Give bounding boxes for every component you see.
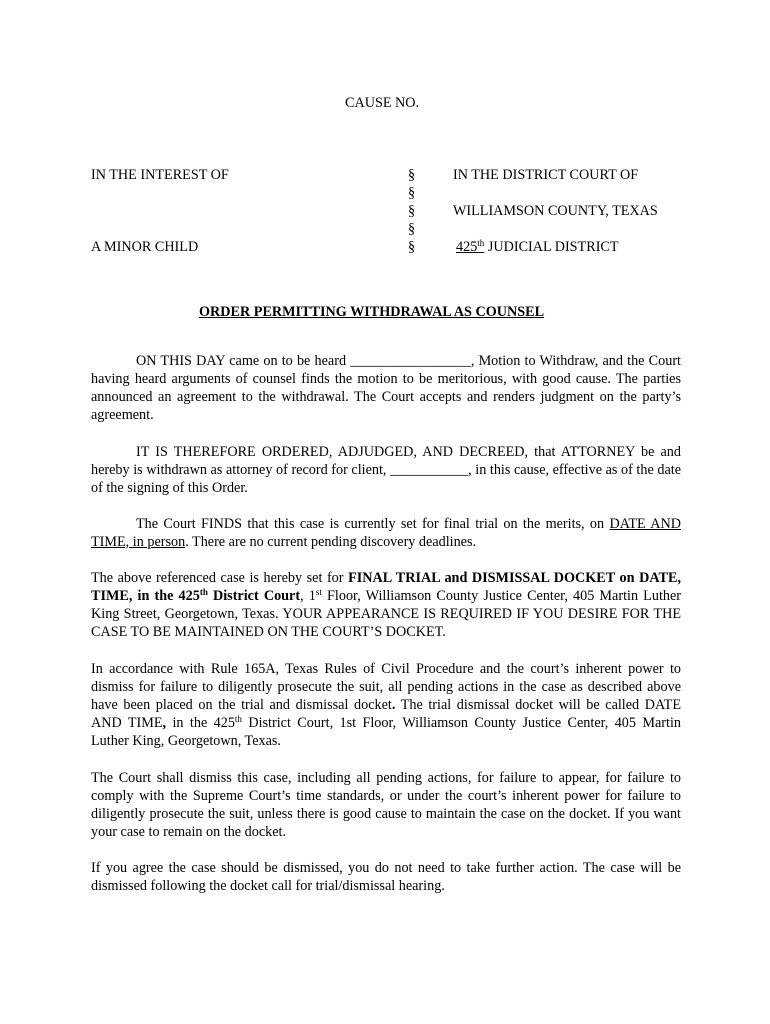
section-mark: §: [408, 185, 416, 201]
paragraph-setting: The above referenced case is hereby set for FINAL TRIAL and DISMISSAL DOCKET on DATE, TIME, in the 425th District Court, 1st Floor, Williamson County Justice Center, 405 Martin Luther King Street, Georgetown, Texas. YOUR APPEARANCE IS REQUIRED IF YOU DESIRE FOR THE CASE TO BE MAINTAINED ON THE COURT’S DOCKET.: [91, 570, 682, 640]
section-mark: §: [408, 167, 416, 183]
section-mark: §: [408, 239, 416, 255]
caption-left-top: IN THE INTEREST OF: [91, 167, 229, 183]
trial-setting: FINAL TRIAL and DISMISSAL DOCKET on DATE, TIME, in the 425th District Court: [91, 570, 681, 604]
trial-date-placeholder: DATE AND TIME, in person: [91, 516, 681, 550]
cause-number: CAUSE NO.: [345, 95, 420, 111]
paragraph-dismissal: The Court shall dismiss this case, including all pending actions, for failure to appear, for failure to comply with the Supreme Court’s time standards, or under the court’s inherent power for failure to diligently prosecute the suit, unless there is good cause to maintain the case on the docket. If you want your case to remain on the docket.: [91, 770, 681, 840]
district-number: 425th: [456, 238, 485, 255]
section-mark: §: [408, 203, 416, 219]
paragraph-agreement: If you agree the case should be dismissed, you do not need to take further action. The case will be dismissed following the docket call for trial/dismissal hearing.: [91, 860, 681, 894]
caption-county: WILLIAMSON COUNTY, TEXAS: [453, 203, 658, 219]
caption-district: [456, 238, 619, 256]
paragraph-hearing: ON THIS DAY came on to be heard _________________, Motion to Withdraw, and the Court having heard arguments of counsel finds the motion to be meritorious, with good cause. The parties announced an agreement to the withdrawal. The Court accepts and renders judgment on the party’s agreement.: [91, 353, 681, 423]
section-mark: §: [408, 221, 416, 237]
paragraph-rule-165a: In accordance with Rule 165A, Texas Rules of Civil Procedure and the court’s inherent power to dismiss for failure to diligently prosecute the suit, all pending actions in the case as described above have been placed on the trial and dismissal docket. The trial dismissal docket will be called DATE AND TIME, in the 425th District Court, 1st Floor, Williamson County Justice Center, 405 Martin Luther King, Georgetown, Texas.: [91, 661, 681, 749]
paragraph-withdrawal: IT IS THEREFORE ORDERED, ADJUDGED, AND DECREED, that ATTORNEY be and hereby is withdrawn as attorney of record for client, ___________, in this cause, effective as of the date of the signing of this Order.: [91, 444, 681, 496]
district-label: JUDICIAL DISTRICT: [484, 239, 619, 255]
order-title: ORDER PERMITTING WITHDRAWAL AS COUNSEL: [199, 304, 545, 320]
caption-left-bottom: A MINOR CHILD: [91, 239, 199, 255]
paragraph-findings: The Court FINDS that this case is currently set for final trial on the merits, on DATE AND TIME, in person. There are no current pending discovery deadlines.: [91, 516, 681, 550]
caption-court: IN THE DISTRICT COURT OF: [453, 167, 639, 183]
